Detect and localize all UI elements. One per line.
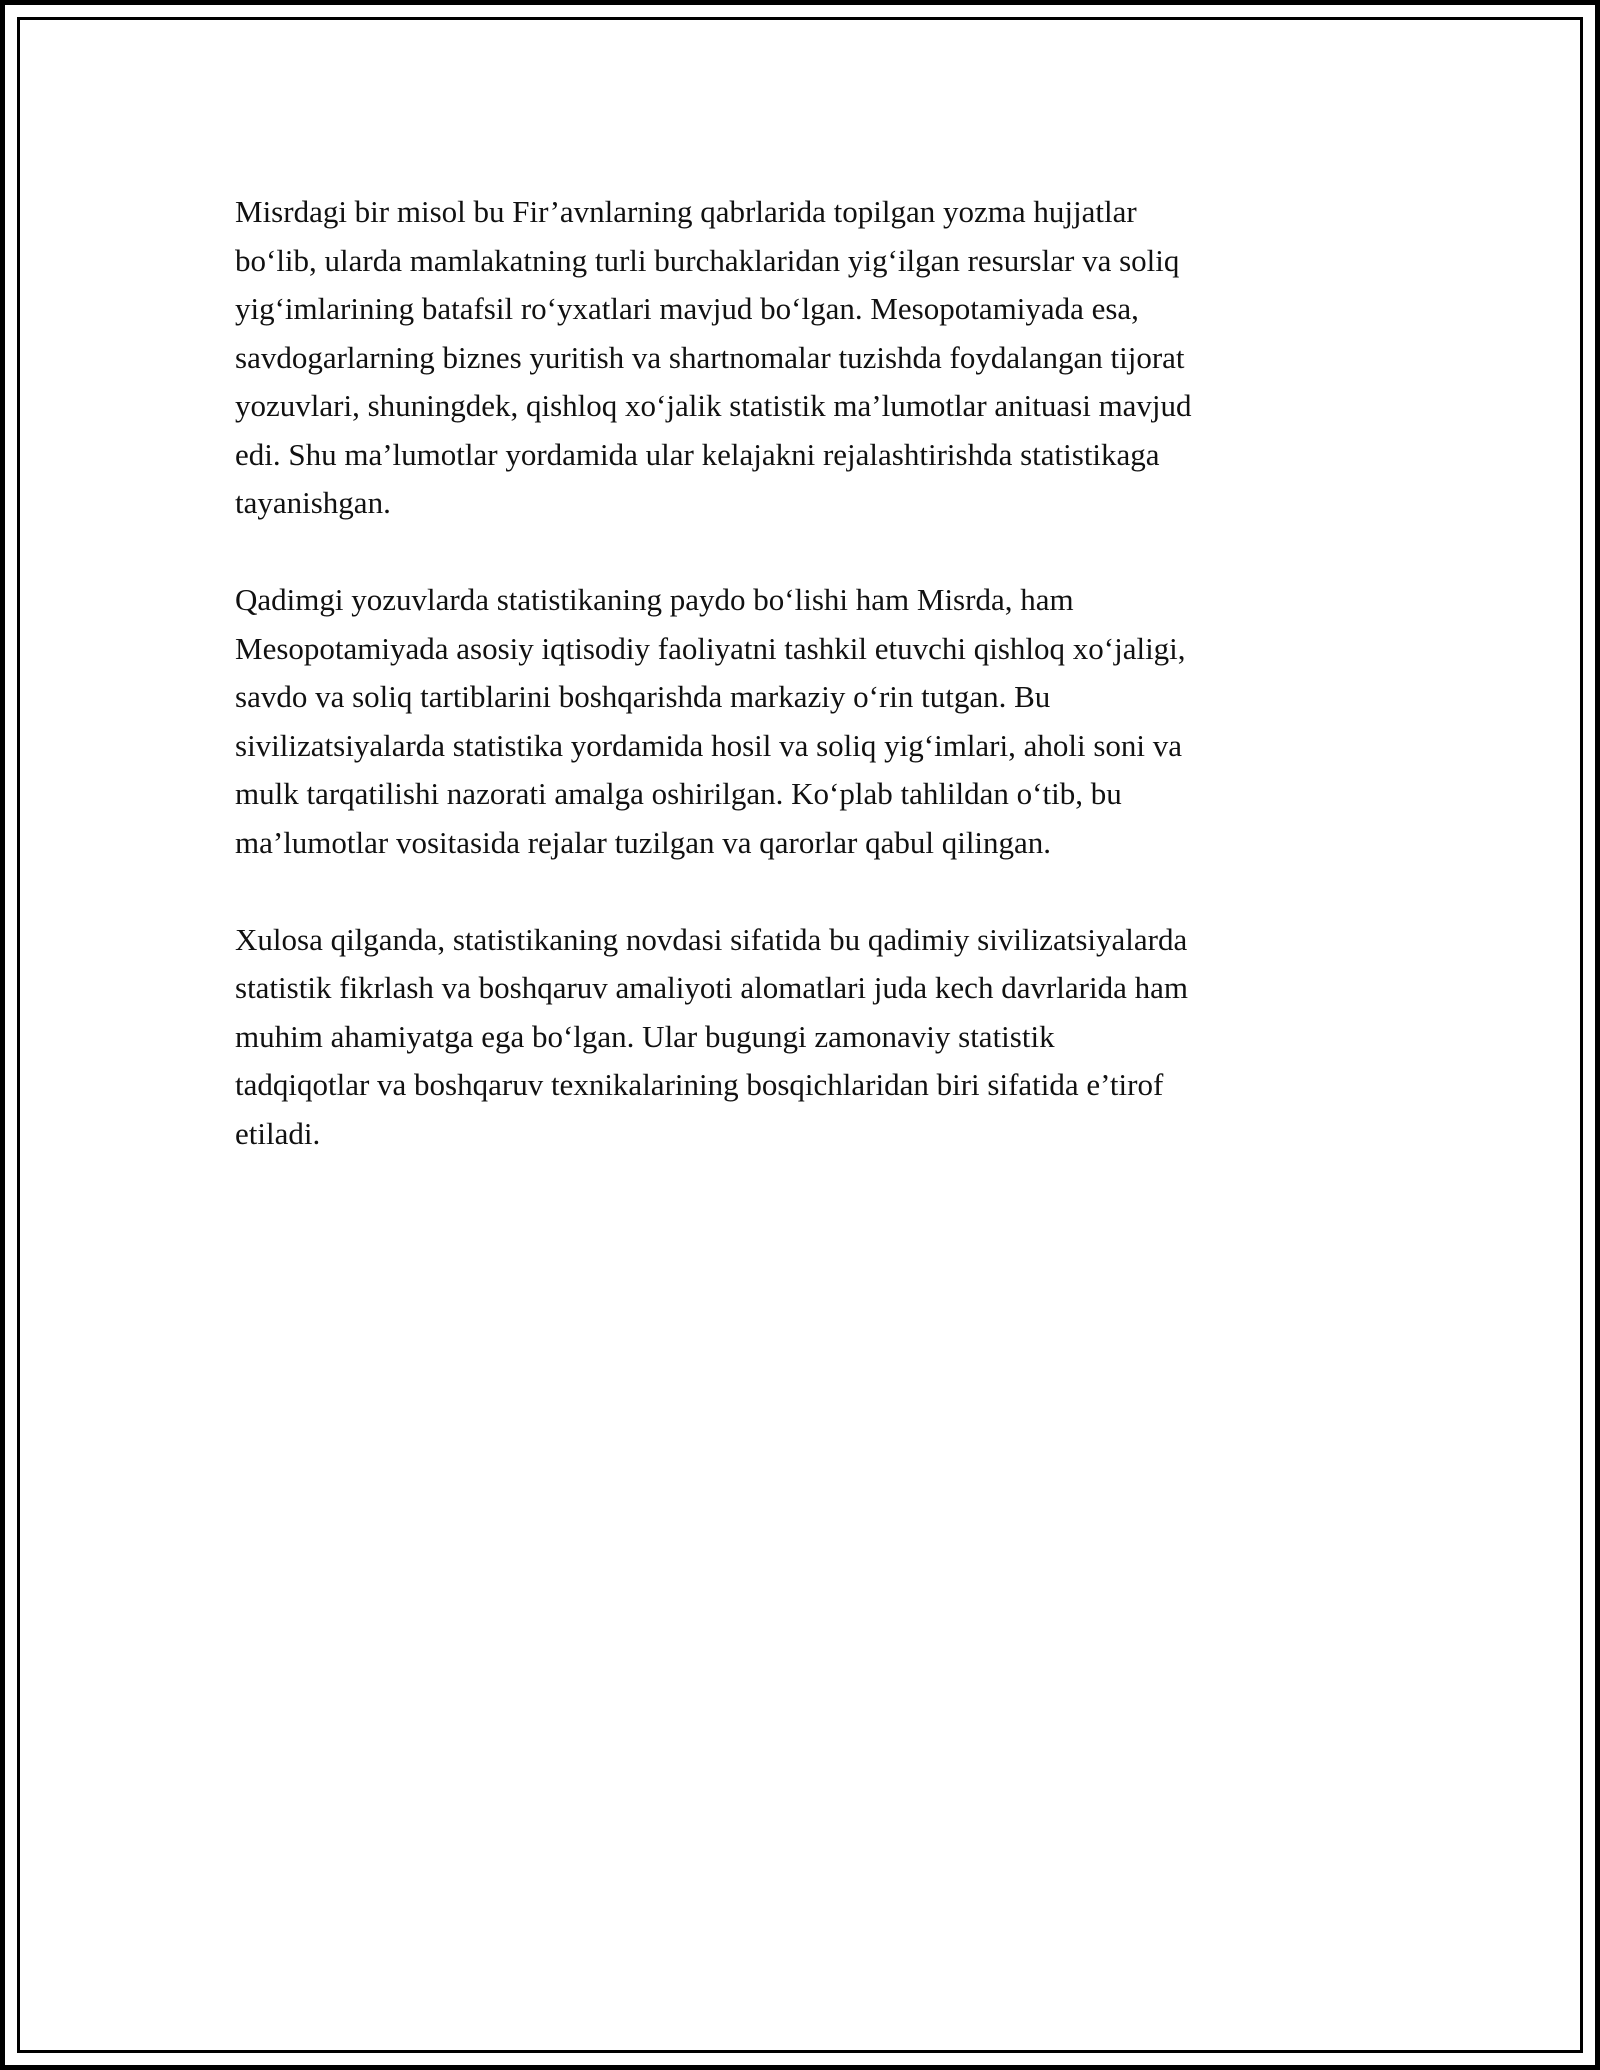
text-line: Qadimgi yozuvlarda statistikaning paydo bo‘lishi ham Misrda, ham [235, 582, 1074, 617]
text-line: edi. Shu ma’lumotlar yordamida ular kelajakni rejalashtirishda statistikaga [235, 436, 1160, 472]
text-line: yozuvlari, shuningdek, qishloq xo‘jalik statistik ma’lumotlar anituasi mavjud [235, 388, 1192, 423]
paragraph-conclusion [235, 916, 1385, 1159]
text-line: Mesopotamiyada asosiy iqtisodiy faoliyatni tashkil etuvchi qishloq xo‘jaligi, [235, 630, 1186, 666]
text-line: statistik fikrlash va boshqaruv amaliyoti alomatlari juda kech davrlarida ham [235, 970, 1188, 1005]
text-line: bo‘lib, ularda mamlakatning turli burchaklaridan yig‘ilgan resurslar va soliq [235, 242, 1180, 278]
text-line: savdo va soliq tartiblarini boshqarishda markaziy o‘rin tutgan. Bu [235, 679, 1051, 714]
text-line: savdogarlarning biznes yuritish va shartnomalar tuzishda foydalangan tijorat [235, 339, 1185, 375]
text-line: muhim ahamiyatga ega bo‘lgan. Ular bugungi zamonaviy statistik [235, 1018, 1055, 1054]
paragraph-egypt-mesopotamia [235, 188, 1385, 528]
text-line: yig‘imlarining batafsil ro‘yxatlari mavjud bo‘lgan. Mesopotamiyada esa, [235, 291, 1139, 326]
text-line: etiladi. [235, 1115, 321, 1151]
text-line: mulk tarqatilishi nazorati amalga oshirilgan. Ko‘plab tahlildan o‘tib, bu [235, 776, 1122, 811]
text-line: tayanishgan. [235, 485, 391, 520]
text-line: ma’lumotlar vositasida rejalar tuzilgan va qarorlar qabul qilingan. [235, 824, 1052, 860]
paragraph-ancient-records [235, 576, 1385, 867]
text-line: tadqiqotlar va boshqaruv texnikalarining bosqichlaridan biri sifatida e’tirof [235, 1067, 1164, 1102]
document-body [235, 188, 1385, 1207]
text-line: Xulosa qilganda, statistikaning novdasi sifatida bu qadimiy sivilizatsiyalarda [235, 921, 1188, 957]
text-line: Misrdagi bir misol bu Fir’avnlarning qabrlarida topilgan yozma hujjatlar [235, 194, 1137, 229]
text-line: sivilizatsiyalarda statistika yordamida hosil va soliq yig‘imlari, aholi soni va [235, 727, 1183, 763]
